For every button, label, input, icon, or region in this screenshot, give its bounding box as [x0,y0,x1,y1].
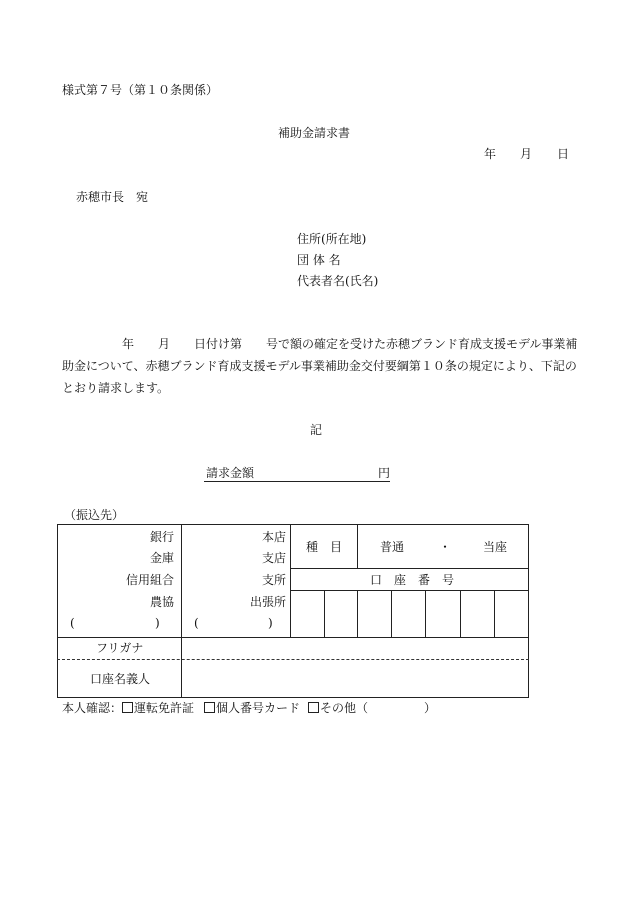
account-type-label: 種 目 [306,540,343,554]
table-border-right [528,524,529,698]
form-number: 様式第７号（第１０条関係） [62,83,219,97]
id-check-other-close: ） [424,701,437,715]
addressee: 赤穂市長 宛 [76,190,149,204]
furigana-label: フリガナ [96,641,144,655]
date-month: 月 [520,147,533,161]
table-line-furigana [57,659,529,660]
body-date-suffix: 日付け第 [194,337,243,351]
representative-label: 代表者名(氏名) [297,274,379,288]
institution-paren-close: ) [155,616,160,630]
transfer-label: （振込先） [64,508,125,522]
option-mynumber-label: 個人番号カード [216,701,301,715]
id-check-option-license[interactable] [122,702,194,714]
digit-cell-divider [324,590,325,637]
institution-credit-union: 信用組合 [125,573,174,587]
branch-main: 本店 [261,530,286,544]
branch-paren-open: ( [194,616,199,630]
id-check-label: 本人確認： [62,701,123,715]
table-line-bank-bottom [57,637,529,638]
account-number-label: 口 座 番 号 [370,573,455,587]
body-line3: とおり請求します。 [62,381,170,395]
account-holder-label: 口座名義人 [90,672,151,686]
body-line2: 助金について、赤穂ブランド育成支援モデル事業補助金交付要綱第１０条の規定により、下記の [62,359,577,373]
table-line-type-bottom [290,568,529,569]
amount-unit: 円 [378,466,391,480]
ki-heading: 記 [310,423,323,437]
document-title: 補助金請求書 [278,126,351,140]
date-year: 年 [484,147,497,161]
date-day: 日 [557,147,570,161]
institution-bank: 銀行 [149,530,174,544]
institution-shinkin: 金庫 [149,551,174,565]
branch-office: 出張所 [249,595,286,609]
id-check-option-mynumber[interactable] [204,702,300,714]
institution-nokyo: 農協 [149,595,174,609]
table-border-left [57,524,58,698]
digit-cell-divider [391,590,392,637]
account-toza: 当座 [483,540,508,554]
address-label: 住所(所在地) [297,232,367,246]
checkbox-icon[interactable] [308,702,319,713]
body-month: 月 [158,337,171,351]
digit-cell-divider [460,590,461,637]
branch-paren-close: ) [268,616,273,630]
body-year: 年 [122,337,135,351]
branch-branch: 支店 [261,551,286,565]
digit-cell-divider [494,590,495,637]
branch-sub: 支所 [261,573,286,587]
checkbox-icon[interactable] [122,702,133,713]
table-divider-type [357,524,358,569]
organization-label: 団 体 名 [297,253,341,267]
option-other-label: その他（ [320,701,369,715]
id-check-option-other[interactable] [308,702,368,714]
digit-cell-divider [425,590,426,637]
amount-underline [204,481,390,482]
digit-cell-divider [357,590,358,637]
account-futsu: 普通 [380,540,405,554]
table-border-bottom [57,697,529,698]
account-separator: ・ [439,540,452,554]
body-line1-rest: 号で額の確定を受けた赤穂ブランド育成支援モデル事業補 [266,337,578,351]
table-border-top [57,524,529,525]
amount-label: 請求金額 [206,466,255,480]
institution-paren-open: ( [70,616,75,630]
table-divider-branch [290,524,291,637]
checkbox-icon[interactable] [204,702,215,713]
table-divider-bank [181,524,182,698]
option-license-label: 運転免許証 [134,701,195,715]
